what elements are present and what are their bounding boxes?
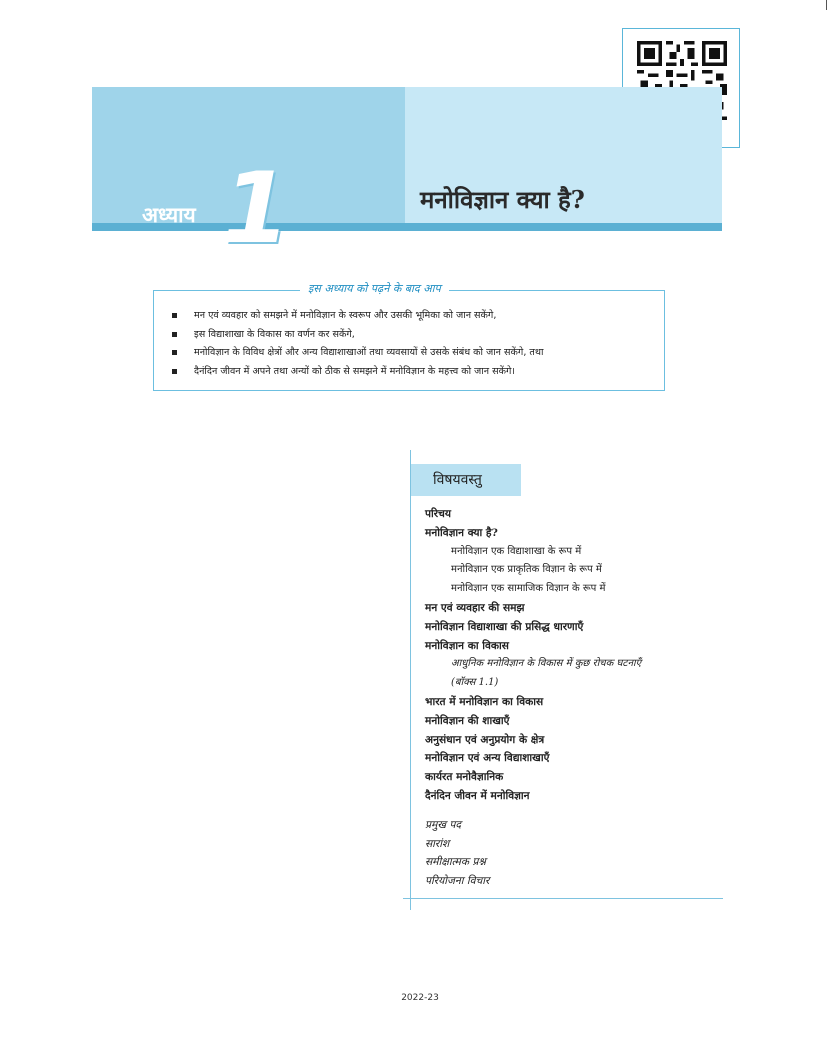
contents-end-item[interactable]: समीक्षात्मक प्रश्न: [425, 856, 486, 869]
bullet-icon: [172, 313, 177, 318]
contents-item[interactable]: मन एवं व्यवहार की समझ: [425, 601, 525, 614]
objective-item: [172, 307, 660, 326]
footer-year: 2022-23: [401, 993, 439, 1003]
chapter-number: 1: [222, 152, 291, 266]
bullet-icon: [172, 332, 177, 337]
objective-text: इस विद्याशाखा के विकास का वर्णन कर सकेंगे,: [194, 328, 355, 340]
objective-item: [172, 326, 660, 345]
contents-item[interactable]: दैनंदिन जीवन में मनोविज्ञान: [425, 789, 530, 802]
contents-item[interactable]: मनोविज्ञान विद्याशाखा की प्रसिद्ध धारणाएँ: [425, 620, 584, 633]
contents-subitem[interactable]: मनोविज्ञान एक सामाजिक विज्ञान के रूप में: [451, 583, 606, 595]
chapter-title: मनोविज्ञान क्या है?: [420, 185, 585, 214]
objective-text: दैनंदिन जीवन में अपने तथा अन्यों को ठीक से समझने में मनोविज्ञान के महत्त्व को जान सकेंगे।: [194, 365, 516, 377]
learning-objectives-heading: इस अध्याय को पढ़ने के बाद आप: [300, 281, 449, 296]
contents-item[interactable]: भारत में मनोविज्ञान का विकास: [425, 695, 544, 708]
contents-box-number: (बॉक्स 1.1): [451, 677, 499, 689]
contents-end-item[interactable]: सारांश: [425, 837, 450, 850]
contents-subitem[interactable]: मनोविज्ञान एक विद्याशाखा के रूप में: [451, 545, 582, 557]
bullet-icon: [172, 369, 177, 374]
contents-subitem[interactable]: मनोविज्ञान एक प्राकृतिक विज्ञान के रूप में: [451, 564, 602, 576]
contents-item[interactable]: अनुसंधान एवं अनुप्रयोग के क्षेत्र: [425, 733, 545, 746]
contents-heading: विषयवस्तु: [433, 472, 482, 488]
contents-item[interactable]: मनोविज्ञान की शाखाएँ: [425, 714, 510, 727]
objective-item: [172, 344, 660, 363]
contents-item[interactable]: मनोविज्ञान एवं अन्य विद्याशाखाएँ: [425, 752, 550, 765]
objective-text: मनोविज्ञान के विविध क्षेत्रों और अन्य विद्याशाखाओं तथा व्यवसायों से उसके संबंध को जान सकेंगे, तथा: [194, 347, 544, 358]
contents-list: [425, 505, 725, 891]
learning-objectives-list: [172, 307, 660, 381]
contents-item[interactable]: मनोविज्ञान क्या है?: [425, 526, 498, 539]
crop-mark: [826, 0, 827, 10]
bullet-icon: [172, 350, 177, 355]
contents-box-item[interactable]: आधुनिक मनोविज्ञान के विकास में कुछ रोचक घटनाएँ: [451, 658, 642, 670]
contents-bottom-rule: [403, 898, 723, 899]
objective-text: मन एवं व्यवहार को समझने में मनोविज्ञान के स्वरूप और उसकी भूमिका को जान सकेंगे,: [194, 310, 497, 321]
contents-item[interactable]: कार्यरत मनोवैज्ञानिक: [425, 771, 504, 784]
contents-item[interactable]: परिचय: [425, 508, 451, 520]
chapter-label: अध्याय: [142, 202, 196, 227]
contents-vertical-rule: [410, 450, 411, 910]
contents-end-item[interactable]: परियोजना विचार: [425, 875, 490, 888]
contents-end-item[interactable]: प्रमुख पद: [425, 818, 462, 831]
objective-item: [172, 363, 660, 382]
contents-item[interactable]: मनोविज्ञान का विकास: [425, 639, 509, 652]
